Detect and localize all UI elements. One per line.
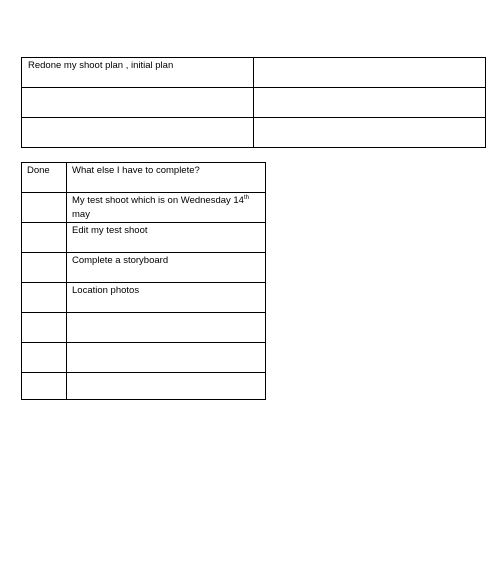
task-cell[interactable]: Complete a storyboard xyxy=(67,253,266,283)
task-cell[interactable] xyxy=(67,313,266,343)
todo-table xyxy=(21,162,266,400)
table-cell[interactable]: Redone my shoot plan , initial plan xyxy=(22,58,254,88)
table-row xyxy=(22,58,486,88)
todo-row xyxy=(22,373,266,400)
todo-header-row xyxy=(22,163,266,193)
done-cell[interactable] xyxy=(22,343,67,373)
table-cell[interactable] xyxy=(22,118,254,148)
done-column-header: Done xyxy=(22,163,67,193)
task-column-header: What else I have to complete? xyxy=(67,163,266,193)
todo-row xyxy=(22,343,266,373)
task-text: My test shoot which is on Wednesday 14 xyxy=(72,195,244,206)
table-cell[interactable] xyxy=(254,58,486,88)
task-cell[interactable]: Location photos xyxy=(67,283,266,313)
todo-row xyxy=(22,313,266,343)
done-cell[interactable] xyxy=(22,193,67,223)
table-row xyxy=(22,118,486,148)
todo-row xyxy=(22,193,266,223)
done-cell[interactable] xyxy=(22,253,67,283)
task-cell[interactable] xyxy=(67,373,266,400)
done-cell[interactable] xyxy=(22,223,67,253)
plan-table xyxy=(21,57,486,148)
task-cell[interactable] xyxy=(67,193,266,223)
done-cell[interactable] xyxy=(22,313,67,343)
todo-row xyxy=(22,283,266,313)
table-cell[interactable] xyxy=(254,118,486,148)
task-text-continued: may xyxy=(72,209,90,220)
task-cell[interactable] xyxy=(67,343,266,373)
table-row xyxy=(22,88,486,118)
table-cell[interactable] xyxy=(254,88,486,118)
table-cell[interactable] xyxy=(22,88,254,118)
done-cell[interactable] xyxy=(22,373,67,400)
done-cell[interactable] xyxy=(22,283,67,313)
todo-row xyxy=(22,253,266,283)
task-ordinal-suffix: th xyxy=(243,195,249,201)
task-cell[interactable]: Edit my test shoot xyxy=(67,223,266,253)
todo-row xyxy=(22,223,266,253)
